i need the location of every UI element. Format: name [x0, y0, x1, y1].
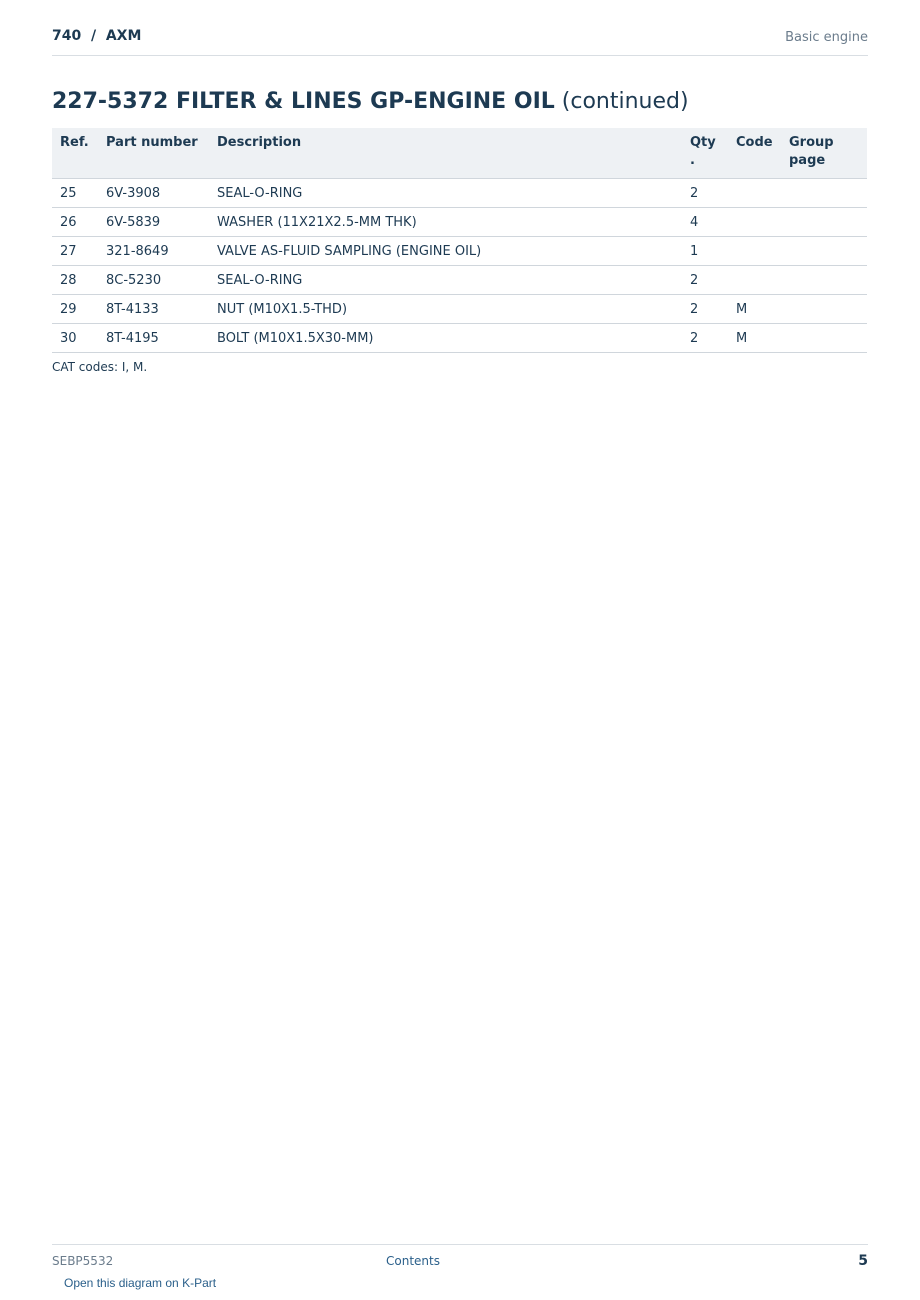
cell-qty: 2 — [682, 295, 728, 324]
cell-description: VALVE AS-FLUID SAMPLING (ENGINE OIL) — [209, 237, 682, 266]
cell-code — [728, 179, 781, 208]
table-row — [52, 237, 867, 266]
cell-qty: 4 — [682, 208, 728, 237]
title-suffix: (continued) — [554, 89, 689, 114]
cell-part-number: 8C-5230 — [98, 266, 209, 295]
section-name: Basic engine — [785, 30, 868, 45]
cell-qty: 1 — [682, 237, 728, 266]
cell-ref: 26 — [52, 208, 98, 237]
title-main: 227-5372 FILTER & LINES GP-ENGINE OIL — [52, 89, 555, 114]
cell-ref: 30 — [52, 324, 98, 353]
cell-description: SEAL-O-RING — [209, 179, 682, 208]
cell-description: WASHER (11X21X2.5-MM THK) — [209, 208, 682, 237]
cell-ref: 27 — [52, 237, 98, 266]
cell-code: M — [728, 295, 781, 324]
table-row — [52, 266, 867, 295]
cell-code: M — [728, 324, 781, 353]
page-number: 5 — [858, 1253, 868, 1269]
cell-group-page — [781, 324, 867, 353]
col-header-code: Code — [728, 128, 781, 179]
cell-code — [728, 208, 781, 237]
cell-part-number: 6V-5839 — [98, 208, 209, 237]
page-header — [52, 28, 868, 56]
document-id: SEBP5532 — [52, 1254, 114, 1268]
cell-qty: 2 — [682, 324, 728, 353]
cell-code — [728, 237, 781, 266]
cell-ref: 25 — [52, 179, 98, 208]
col-header-description: Description — [209, 128, 682, 179]
cell-part-number: 321-8649 — [98, 237, 209, 266]
cell-group-page — [781, 208, 867, 237]
cell-part-number: 8T-4195 — [98, 324, 209, 353]
col-header-qty: Qty . — [682, 128, 728, 179]
cell-group-page — [781, 266, 867, 295]
cell-description: SEAL-O-RING — [209, 266, 682, 295]
table-row — [52, 179, 867, 208]
table-row — [52, 295, 867, 324]
table-header-row — [52, 128, 867, 179]
cell-part-number: 8T-4133 — [98, 295, 209, 324]
cell-qty: 2 — [682, 266, 728, 295]
table-row — [52, 208, 867, 237]
contents-link[interactable]: Contents — [386, 1254, 440, 1268]
cell-ref: 29 — [52, 295, 98, 324]
col-header-group-page: Group page — [781, 128, 867, 179]
cell-description: BOLT (M10X1.5X30-MM) — [209, 324, 682, 353]
kpart-diagram-link[interactable]: Open this diagram on K-Part — [64, 1276, 217, 1290]
cat-codes-note: CAT codes: I, M. — [52, 360, 148, 374]
page-footer — [52, 1244, 868, 1275]
cell-code — [728, 266, 781, 295]
cell-group-page — [781, 237, 867, 266]
cell-part-number: 6V-3908 — [98, 179, 209, 208]
model-breadcrumb: 740 / AXM — [52, 28, 142, 44]
col-header-ref: Ref. — [52, 128, 98, 179]
col-header-part-number: Part number — [98, 128, 209, 179]
table-row — [52, 324, 867, 353]
page-title — [52, 89, 689, 114]
cell-group-page — [781, 295, 867, 324]
cell-group-page — [781, 179, 867, 208]
cell-qty: 2 — [682, 179, 728, 208]
parts-table — [52, 128, 867, 353]
cell-description: NUT (M10X1.5-THD) — [209, 295, 682, 324]
cell-ref: 28 — [52, 266, 98, 295]
